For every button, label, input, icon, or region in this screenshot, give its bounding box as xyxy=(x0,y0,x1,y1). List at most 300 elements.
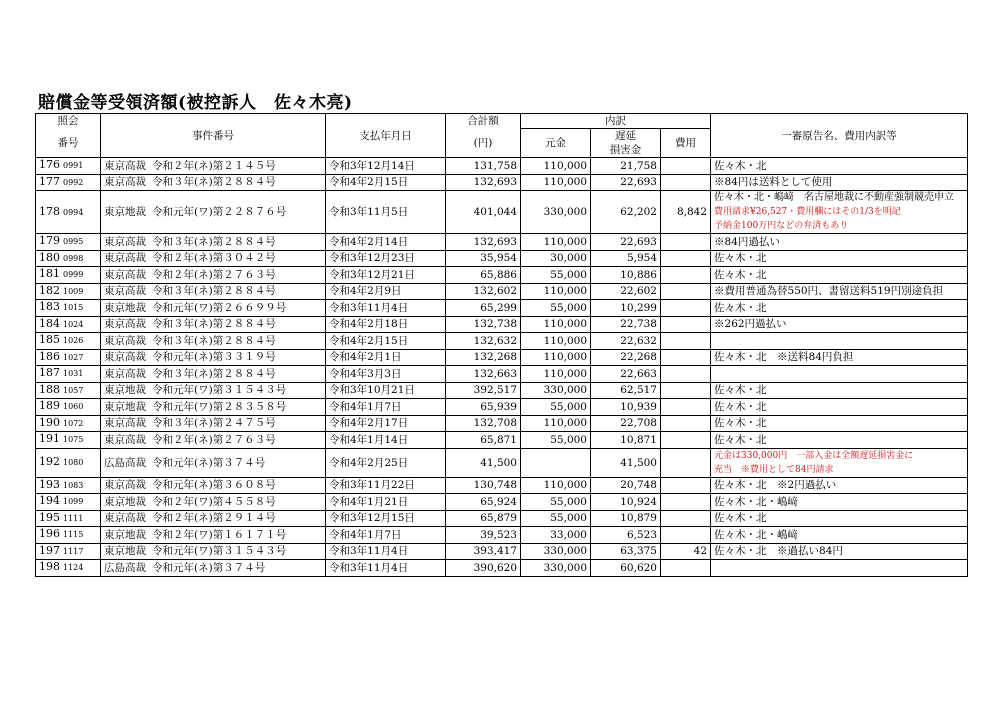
row-number-cell xyxy=(36,191,101,234)
cost-amount xyxy=(661,382,711,399)
reference-number: 1027 xyxy=(63,352,84,362)
principal-amount: 330,000 xyxy=(521,543,591,560)
case-number: 令和３年(ネ)第２８８４号 xyxy=(152,285,276,298)
reference-number: 1026 xyxy=(63,336,84,346)
header-remarks: 一審原告名、費用内訳等 xyxy=(711,114,968,158)
court-name: 東京高裁 xyxy=(104,334,146,347)
row-number: 179 xyxy=(39,234,60,248)
row-number: 187 xyxy=(39,366,60,380)
case-number: 令和元年(ワ)第２６６９９号 xyxy=(152,301,287,314)
row-number: 188 xyxy=(39,382,60,396)
row-number: 176 xyxy=(39,158,60,172)
court-name: 東京地裁 xyxy=(104,545,146,558)
cost-amount xyxy=(661,366,711,383)
case-number: 令和元年(ワ)第３１５４３号 xyxy=(152,545,287,558)
row-number-cell xyxy=(36,234,101,251)
table-row xyxy=(36,234,968,251)
cost-amount xyxy=(661,174,711,191)
remarks-cell: 佐々木・北 xyxy=(711,415,968,432)
header-principal: 元金 xyxy=(521,129,591,158)
case-number: 令和３年(ネ)第２８８４号 xyxy=(152,334,276,347)
delay-damages: 10,924 xyxy=(591,494,661,511)
delay-damages: 22,738 xyxy=(591,316,661,333)
case-number: 令和３年(ネ)第２８８４号 xyxy=(152,367,276,380)
case-number: 令和２年(ネ)第２７６３号 xyxy=(152,433,276,446)
principal-amount: 110,000 xyxy=(521,158,591,175)
delay-damages: 62,517 xyxy=(591,382,661,399)
remarks-cell: 佐々木・北 ※2円過払い xyxy=(711,477,968,494)
total-amount: 132,602 xyxy=(446,283,521,300)
case-number: 令和３年(ネ)第２８８４号 xyxy=(152,318,276,331)
table-row xyxy=(36,250,968,267)
cost-amount xyxy=(661,283,711,300)
reference-number: 1057 xyxy=(63,385,84,395)
reference-number: 1099 xyxy=(63,497,84,507)
court-name: 東京地裁 xyxy=(104,384,146,397)
court-name: 東京高裁 xyxy=(104,285,146,298)
row-number: 189 xyxy=(39,399,60,413)
reference-number: 1031 xyxy=(63,369,84,379)
table-row xyxy=(36,494,968,511)
case-cell xyxy=(101,415,326,432)
total-amount: 65,886 xyxy=(446,267,521,284)
total-amount: 392,517 xyxy=(446,382,521,399)
total-amount: 132,693 xyxy=(446,174,521,191)
case-number: 令和元年(ネ)第３７４号 xyxy=(152,456,266,469)
total-amount: 65,939 xyxy=(446,399,521,416)
case-number: 令和２年(ネ)第３０４２号 xyxy=(152,252,276,265)
reference-number: 1080 xyxy=(63,458,84,467)
table-row xyxy=(36,432,968,449)
principal-amount: 110,000 xyxy=(521,477,591,494)
case-number: 令和元年(ワ)第２８３５８号 xyxy=(152,400,287,413)
court-name: 東京高裁 xyxy=(104,235,146,248)
delay-damages: 10,871 xyxy=(591,432,661,449)
court-name: 東京高裁 xyxy=(104,176,146,189)
row-number: 198 xyxy=(39,560,60,574)
table-body xyxy=(36,158,968,577)
payment-date: 令和4年2月17日 xyxy=(326,415,446,432)
row-number-cell xyxy=(36,349,101,366)
case-cell xyxy=(101,191,326,234)
cost-amount xyxy=(661,448,711,477)
delay-damages: 22,632 xyxy=(591,333,661,350)
principal-amount: 110,000 xyxy=(521,333,591,350)
cost-amount xyxy=(661,560,711,577)
case-cell xyxy=(101,333,326,350)
payment-date: 令和3年11月4日 xyxy=(326,543,446,560)
cost-amount xyxy=(661,333,711,350)
case-number: 令和２年(ネ)第２９１４号 xyxy=(152,512,276,525)
court-name: 東京高裁 xyxy=(104,433,146,446)
remarks-cell xyxy=(711,191,968,234)
total-amount: 132,738 xyxy=(446,316,521,333)
case-number: 令和３年(ネ)第２８８４号 xyxy=(152,176,276,189)
court-name: 東京高裁 xyxy=(104,367,146,380)
row-number: 197 xyxy=(39,543,60,557)
remarks-line: 元金は330,000円 一部入金は全額遅延損害金に xyxy=(714,450,914,461)
row-number-cell xyxy=(36,543,101,560)
cost-amount xyxy=(661,349,711,366)
header-case-number: 事件番号 xyxy=(101,114,326,158)
principal-amount: 330,000 xyxy=(521,191,591,234)
total-amount: 65,871 xyxy=(446,432,521,449)
row-number-cell xyxy=(36,399,101,416)
principal-amount: 330,000 xyxy=(521,560,591,577)
table-row xyxy=(36,477,968,494)
row-number: 190 xyxy=(39,415,60,429)
court-name: 東京地裁 xyxy=(104,495,146,508)
case-cell xyxy=(101,477,326,494)
court-name: 東京高裁 xyxy=(104,318,146,331)
row-number-cell xyxy=(36,174,101,191)
table-row xyxy=(36,448,968,477)
delay-damages: 22,708 xyxy=(591,415,661,432)
header-payment-date: 支払年月日 xyxy=(326,114,446,158)
payment-date: 令和3年11月5日 xyxy=(326,191,446,234)
payment-date: 令和4年2月18日 xyxy=(326,316,446,333)
header-total-top: 合計額 xyxy=(446,114,521,129)
reference-number: 1015 xyxy=(63,303,84,313)
cost-amount xyxy=(661,300,711,317)
delay-damages: 22,268 xyxy=(591,349,661,366)
case-cell xyxy=(101,300,326,317)
payment-date: 令和3年11月22日 xyxy=(326,477,446,494)
row-number-cell xyxy=(36,316,101,333)
total-amount: 130,748 xyxy=(446,477,521,494)
principal-amount: 55,000 xyxy=(521,399,591,416)
case-number: 令和元年(ネ)第３６０８号 xyxy=(152,479,276,492)
row-number-cell xyxy=(36,510,101,527)
payment-date: 令和3年11月4日 xyxy=(326,300,446,317)
remarks-line: 費用請求¥26,527・費用欄にはその1/3を明記 xyxy=(714,207,901,217)
cost-amount xyxy=(661,494,711,511)
cost-amount: 42 xyxy=(661,543,711,560)
case-number: 令和２年(ワ)第１６１７１号 xyxy=(152,528,287,541)
reference-number: 0994 xyxy=(63,207,84,217)
payment-date: 令和3年11月4日 xyxy=(326,560,446,577)
reference-number: 1072 xyxy=(63,418,84,428)
delay-damages: 22,602 xyxy=(591,283,661,300)
row-number-cell xyxy=(36,267,101,284)
table-row xyxy=(36,174,968,191)
payment-date: 令和4年1月7日 xyxy=(326,399,446,416)
row-number: 177 xyxy=(39,174,60,188)
table-row xyxy=(36,560,968,577)
delay-damages: 60,620 xyxy=(591,560,661,577)
case-cell xyxy=(101,366,326,383)
delay-damages: 63,375 xyxy=(591,543,661,560)
cost-amount xyxy=(661,234,711,251)
remarks-cell: ※費用普通為替550円、書留送料519円別途負担 xyxy=(711,283,968,300)
remarks-cell: 佐々木・北・嶋﨑 xyxy=(711,527,968,544)
case-cell xyxy=(101,316,326,333)
total-amount: 65,879 xyxy=(446,510,521,527)
row-number: 180 xyxy=(39,250,60,264)
case-number: 令和元年(ネ)第３３１９号 xyxy=(152,351,276,364)
case-number: 令和３年(ネ)第２４７５号 xyxy=(152,417,276,430)
case-cell xyxy=(101,560,326,577)
remarks-cell: 佐々木・北 xyxy=(711,432,968,449)
reference-number: 1060 xyxy=(63,402,84,412)
table-row xyxy=(36,349,968,366)
remarks-cell xyxy=(711,560,968,577)
total-amount: 132,268 xyxy=(446,349,521,366)
court-name: 東京高裁 xyxy=(104,252,146,265)
remarks-cell: 佐々木・北 ※過払い84円 xyxy=(711,543,968,560)
row-number: 182 xyxy=(39,283,60,297)
case-cell xyxy=(101,527,326,544)
case-cell xyxy=(101,174,326,191)
reference-number: 0998 xyxy=(63,253,84,263)
table-row xyxy=(36,543,968,560)
total-amount: 401,044 xyxy=(446,191,521,234)
row-number: 192 xyxy=(39,455,60,468)
row-number-cell xyxy=(36,158,101,175)
row-number-cell xyxy=(36,432,101,449)
delay-damages: 21,758 xyxy=(591,158,661,175)
principal-amount: 110,000 xyxy=(521,283,591,300)
remarks-cell: 佐々木・北 ※送料84円負担 xyxy=(711,349,968,366)
remarks-cell: ※262円過払い xyxy=(711,316,968,333)
principal-amount: 110,000 xyxy=(521,349,591,366)
cost-amount xyxy=(661,415,711,432)
remarks-cell: 佐々木・北 xyxy=(711,300,968,317)
row-number-cell xyxy=(36,494,101,511)
principal-amount: 110,000 xyxy=(521,415,591,432)
total-amount: 132,663 xyxy=(446,366,521,383)
payment-date: 令和4年2月1日 xyxy=(326,349,446,366)
court-name: 広島高裁 xyxy=(104,561,146,574)
case-cell xyxy=(101,432,326,449)
principal-amount: 55,000 xyxy=(521,267,591,284)
payment-date: 令和4年2月25日 xyxy=(326,448,446,477)
row-number-cell xyxy=(36,415,101,432)
remarks-cell: 佐々木・北 xyxy=(711,399,968,416)
cost-amount: 8,842 xyxy=(661,191,711,234)
row-number: 196 xyxy=(39,527,60,541)
payment-date: 令和3年12月23日 xyxy=(326,250,446,267)
principal-amount: 55,000 xyxy=(521,432,591,449)
case-number: 令和２年(ネ)第２１４５号 xyxy=(152,159,276,172)
delay-damages: 10,886 xyxy=(591,267,661,284)
page-title: 賠償金等受領済額(被控訴人 佐々木亮) xyxy=(38,93,353,113)
delay-damages: 22,693 xyxy=(591,234,661,251)
delay-damages: 10,299 xyxy=(591,300,661,317)
reference-number: 0999 xyxy=(63,270,84,280)
reference-number: 1115 xyxy=(63,530,84,540)
payment-date: 令和3年10月21日 xyxy=(326,382,446,399)
remarks-cell xyxy=(711,366,968,383)
table-row xyxy=(36,527,968,544)
case-cell xyxy=(101,283,326,300)
row-number-cell xyxy=(36,300,101,317)
row-number-cell xyxy=(36,250,101,267)
principal-amount: 55,000 xyxy=(521,300,591,317)
remarks-cell: 佐々木・北 xyxy=(711,382,968,399)
remarks-cell xyxy=(711,333,968,350)
case-cell xyxy=(101,349,326,366)
payment-date: 令和3年12月14日 xyxy=(326,158,446,175)
total-amount: 35,954 xyxy=(446,250,521,267)
cost-amount xyxy=(661,477,711,494)
row-number: 194 xyxy=(39,494,60,508)
case-number: 令和２年(ワ)第４５５８号 xyxy=(152,495,276,508)
cost-amount xyxy=(661,158,711,175)
case-number: 令和元年(ネ)第３７４号 xyxy=(152,561,266,574)
remarks-cell: 佐々木・北・嶋﨑 xyxy=(711,494,968,511)
principal-amount: 330,000 xyxy=(521,382,591,399)
case-cell xyxy=(101,250,326,267)
court-name: 東京高裁 xyxy=(104,268,146,281)
remarks-cell: 佐々木・北 xyxy=(711,510,968,527)
delay-damages: 22,663 xyxy=(591,366,661,383)
row-number-cell xyxy=(36,382,101,399)
table-row xyxy=(36,158,968,175)
case-cell xyxy=(101,510,326,527)
remarks-line: 佐々木・北・嶋﨑 名古屋地裁に不動産強制競売申立 xyxy=(714,192,955,203)
remarks-cell: 佐々木・北 xyxy=(711,158,968,175)
principal-amount: 110,000 xyxy=(521,316,591,333)
court-name: 東京高裁 xyxy=(104,159,146,172)
header-breakdown: 内訳 xyxy=(521,114,711,129)
delay-damages: 5,954 xyxy=(591,250,661,267)
total-amount: 390,620 xyxy=(446,560,521,577)
reference-number: 1124 xyxy=(63,563,84,573)
table-row xyxy=(36,283,968,300)
cost-amount xyxy=(661,432,711,449)
reference-number: 1083 xyxy=(63,480,84,490)
payment-date: 令和4年2月15日 xyxy=(326,174,446,191)
row-number: 185 xyxy=(39,333,60,347)
remarks-cell: ※84円は送料として使用 xyxy=(711,174,968,191)
header-delay-top: 遅延 xyxy=(591,129,661,144)
court-name: 東京地裁 xyxy=(104,400,146,413)
table-row xyxy=(36,300,968,317)
principal-amount: 30,000 xyxy=(521,250,591,267)
delay-damages: 20,748 xyxy=(591,477,661,494)
case-number: 令和３年(ネ)第２８８４号 xyxy=(152,235,276,248)
payment-date: 令和4年1月7日 xyxy=(326,527,446,544)
total-amount: 65,299 xyxy=(446,300,521,317)
table-header xyxy=(36,114,968,158)
delay-damages: 10,879 xyxy=(591,510,661,527)
remarks-cell: ※84円過払い xyxy=(711,234,968,251)
row-number: 183 xyxy=(39,300,60,314)
court-name: 東京地裁 xyxy=(104,206,146,218)
table-row xyxy=(36,510,968,527)
table-row xyxy=(36,382,968,399)
payment-date: 令和3年12月21日 xyxy=(326,267,446,284)
principal-amount: 110,000 xyxy=(521,174,591,191)
case-number: 令和２年(ネ)第２７６３号 xyxy=(152,268,276,281)
remarks-cell xyxy=(711,448,968,477)
case-cell xyxy=(101,494,326,511)
reference-number: 1111 xyxy=(63,513,84,523)
case-cell xyxy=(101,382,326,399)
case-cell xyxy=(101,399,326,416)
delay-damages: 6,523 xyxy=(591,527,661,544)
total-amount: 132,632 xyxy=(446,333,521,350)
row-number: 184 xyxy=(39,316,60,330)
reference-number: 0991 xyxy=(63,161,84,171)
header-ref-bottom: 番号 xyxy=(36,129,101,158)
court-name: 東京高裁 xyxy=(104,351,146,364)
row-number: 193 xyxy=(39,477,60,491)
principal-amount: 55,000 xyxy=(521,510,591,527)
table-row xyxy=(36,415,968,432)
header-cost: 費用 xyxy=(661,129,711,158)
principal-amount: 55,000 xyxy=(521,494,591,511)
court-name: 東京高裁 xyxy=(104,512,146,525)
court-name: 東京地裁 xyxy=(104,528,146,541)
principal-amount: 33,000 xyxy=(521,527,591,544)
delay-damages: 62,202 xyxy=(591,191,661,234)
payment-date: 令和4年2月15日 xyxy=(326,333,446,350)
principal-amount: 110,000 xyxy=(521,366,591,383)
table-row xyxy=(36,399,968,416)
header-ref-top: 照会 xyxy=(36,114,101,129)
total-amount: 65,924 xyxy=(446,494,521,511)
principal-amount: 110,000 xyxy=(521,234,591,251)
row-number: 178 xyxy=(39,204,60,218)
payment-date: 令和3年12月15日 xyxy=(326,510,446,527)
table-row xyxy=(36,191,968,234)
cost-amount xyxy=(661,527,711,544)
remarks-line: 充当 ※費用として84円請求 xyxy=(714,464,834,475)
case-cell xyxy=(101,267,326,284)
total-amount: 132,708 xyxy=(446,415,521,432)
total-amount: 39,523 xyxy=(446,527,521,544)
row-number-cell xyxy=(36,560,101,577)
row-number: 181 xyxy=(39,267,60,281)
cost-amount xyxy=(661,250,711,267)
case-cell xyxy=(101,448,326,477)
row-number: 186 xyxy=(39,349,60,363)
delay-damages: 10,939 xyxy=(591,399,661,416)
delay-damages: 22,693 xyxy=(591,174,661,191)
case-number: 令和元年(ワ)第２２８７６号 xyxy=(152,206,287,218)
court-name: 東京高裁 xyxy=(104,479,146,492)
header-total-bottom: (円) xyxy=(446,129,521,158)
payment-date: 令和4年2月9日 xyxy=(326,283,446,300)
payment-date: 令和4年3月3日 xyxy=(326,366,446,383)
remarks-cell: 佐々木・北 xyxy=(711,267,968,284)
cost-amount xyxy=(661,316,711,333)
case-cell xyxy=(101,158,326,175)
reference-number: 1117 xyxy=(63,546,84,556)
remarks-cell: 佐々木・北 xyxy=(711,250,968,267)
row-number-cell xyxy=(36,527,101,544)
total-amount: 131,758 xyxy=(446,158,521,175)
court-name: 東京地裁 xyxy=(104,301,146,314)
payment-date: 令和4年2月14日 xyxy=(326,234,446,251)
reference-number: 0992 xyxy=(63,177,84,187)
cost-amount xyxy=(661,267,711,284)
table-row xyxy=(36,333,968,350)
reference-number: 1009 xyxy=(63,286,84,296)
payment-date: 令和4年1月21日 xyxy=(326,494,446,511)
row-number: 191 xyxy=(39,432,60,446)
case-number: 令和元年(ワ)第３１５４３号 xyxy=(152,384,287,397)
case-cell xyxy=(101,234,326,251)
header-delay-bottom: 損害金 xyxy=(591,143,661,158)
total-amount: 41,500 xyxy=(446,448,521,477)
court-name: 広島高裁 xyxy=(104,456,146,469)
reference-number: 1075 xyxy=(63,435,84,445)
remarks-line: 予納金100万円などの弁済もあり xyxy=(714,221,849,231)
table-row xyxy=(36,316,968,333)
